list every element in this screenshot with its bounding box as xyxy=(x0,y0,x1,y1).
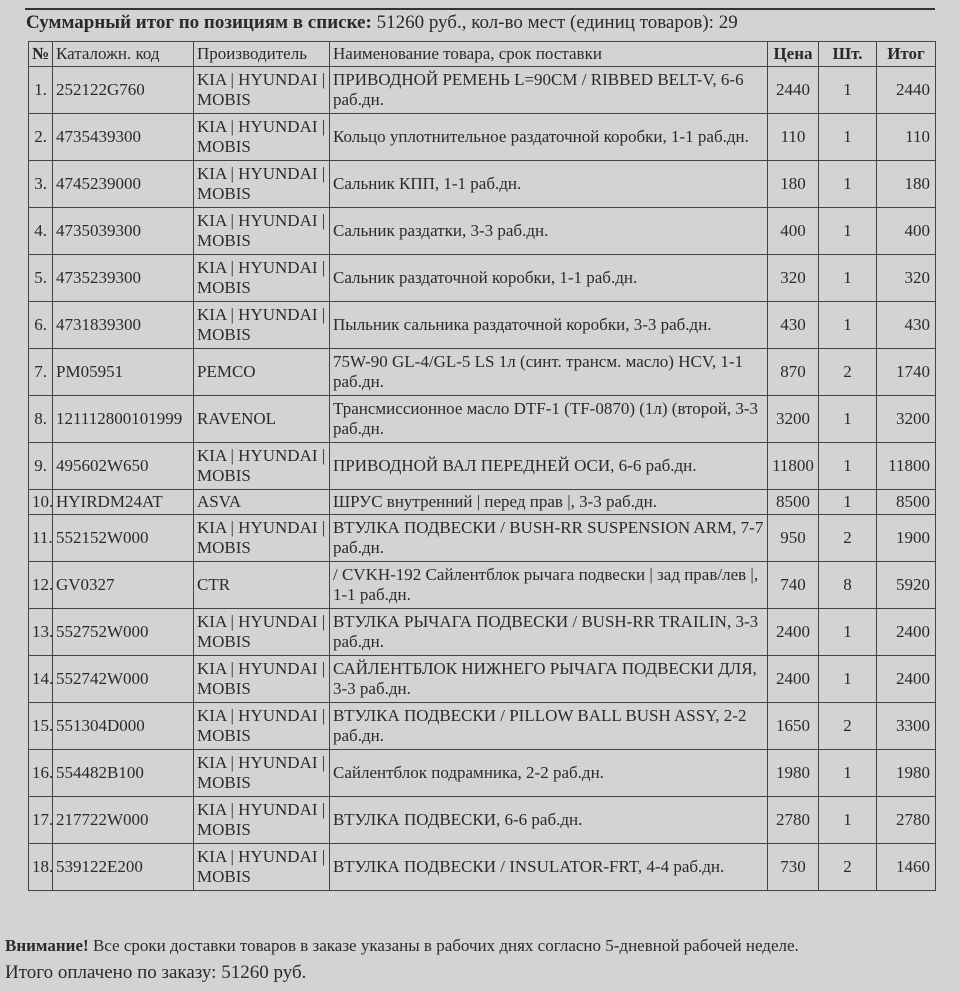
row-number: 3. xyxy=(29,161,53,208)
quantity: 1 xyxy=(819,609,877,656)
manufacturer: KIA | HYUNDAI | MOBIS xyxy=(194,67,330,114)
table-row xyxy=(29,396,936,443)
row-total: 2440 xyxy=(877,67,936,114)
quantity: 2 xyxy=(819,515,877,562)
item-name: Сайлентблок подрамника, 2-2 раб.дн. xyxy=(330,750,768,797)
row-total: 2780 xyxy=(877,797,936,844)
manufacturer: KIA | HYUNDAI | MOBIS xyxy=(194,208,330,255)
table-row xyxy=(29,844,936,891)
table-row xyxy=(29,255,936,302)
row-total: 11800 xyxy=(877,443,936,490)
price: 730 xyxy=(768,844,819,891)
row-number: 11. xyxy=(29,515,53,562)
row-number: 17. xyxy=(29,797,53,844)
row-number: 8. xyxy=(29,396,53,443)
quantity: 1 xyxy=(819,255,877,302)
row-total: 400 xyxy=(877,208,936,255)
row-number: 7. xyxy=(29,349,53,396)
row-number: 6. xyxy=(29,302,53,349)
catalog-code: 252122G760 xyxy=(53,67,194,114)
manufacturer: KIA | HYUNDAI | MOBIS xyxy=(194,844,330,891)
manufacturer: KIA | HYUNDAI | MOBIS xyxy=(194,443,330,490)
row-number: 13. xyxy=(29,609,53,656)
manufacturer: RAVENOL xyxy=(194,396,330,443)
table-row xyxy=(29,67,936,114)
row-number: 12. xyxy=(29,562,53,609)
row-number: 15. xyxy=(29,703,53,750)
manufacturer: ASVA xyxy=(194,490,330,515)
catalog-code: GV0327 xyxy=(53,562,194,609)
quantity: 2 xyxy=(819,349,877,396)
manufacturer: KIA | HYUNDAI | MOBIS xyxy=(194,255,330,302)
row-number: 10. xyxy=(29,490,53,515)
col-number: № xyxy=(29,42,53,67)
table-row xyxy=(29,490,936,515)
item-name: Трансмиссионное масло DTF-1 (TF-0870) (1л) (второй, 3-3 раб.дн. xyxy=(330,396,768,443)
col-price: Цена xyxy=(768,42,819,67)
row-total: 2400 xyxy=(877,656,936,703)
manufacturer: KIA | HYUNDAI | MOBIS xyxy=(194,656,330,703)
manufacturer: CTR xyxy=(194,562,330,609)
price: 950 xyxy=(768,515,819,562)
quantity: 1 xyxy=(819,797,877,844)
item-name: ВТУЛКА ПОДВЕСКИ, 6-6 раб.дн. xyxy=(330,797,768,844)
catalog-code: 495602W650 xyxy=(53,443,194,490)
price: 1650 xyxy=(768,703,819,750)
manufacturer: KIA | HYUNDAI | MOBIS xyxy=(194,114,330,161)
col-code: Каталожн. код xyxy=(53,42,194,67)
catalog-code: 539122E200 xyxy=(53,844,194,891)
table-row xyxy=(29,656,936,703)
catalog-code: 4731839300 xyxy=(53,302,194,349)
catalog-code: 554482B100 xyxy=(53,750,194,797)
table-row xyxy=(29,161,936,208)
item-name: ВТУЛКА ПОДВЕСКИ / PILLOW BALL BUSH ASSY, 2-2 раб.дн. xyxy=(330,703,768,750)
table-row xyxy=(29,703,936,750)
quantity: 1 xyxy=(819,67,877,114)
catalog-code: 4735039300 xyxy=(53,208,194,255)
manufacturer: KIA | HYUNDAI | MOBIS xyxy=(194,161,330,208)
row-number: 4. xyxy=(29,208,53,255)
item-name: ПРИВОДНОЙ РЕМЕНЬ L=90CM / RIBBED BELT-V, 6-6 раб.дн. xyxy=(330,67,768,114)
item-name: Пыльник сальника раздаточной коробки, 3-3 раб.дн. xyxy=(330,302,768,349)
row-total: 5920 xyxy=(877,562,936,609)
table-row xyxy=(29,562,936,609)
quantity: 1 xyxy=(819,443,877,490)
manufacturer: KIA | HYUNDAI | MOBIS xyxy=(194,302,330,349)
row-total: 1740 xyxy=(877,349,936,396)
table-row xyxy=(29,750,936,797)
price: 2440 xyxy=(768,67,819,114)
price: 3200 xyxy=(768,396,819,443)
note-label: Внимание! xyxy=(5,936,89,955)
catalog-code: 121112800101999 xyxy=(53,396,194,443)
item-name: Сальник КПП, 1-1 раб.дн. xyxy=(330,161,768,208)
price: 430 xyxy=(768,302,819,349)
row-total: 8500 xyxy=(877,490,936,515)
top-divider xyxy=(25,8,935,10)
row-number: 9. xyxy=(29,443,53,490)
item-name: Сальник раздатки, 3-3 раб.дн. xyxy=(330,208,768,255)
total-paid: Итого оплачено по заказу: 51260 руб. xyxy=(5,962,307,983)
price: 320 xyxy=(768,255,819,302)
price: 870 xyxy=(768,349,819,396)
price: 740 xyxy=(768,562,819,609)
price: 11800 xyxy=(768,443,819,490)
row-total: 110 xyxy=(877,114,936,161)
col-name: Наименование товара, срок поставки xyxy=(330,42,768,67)
quantity: 1 xyxy=(819,656,877,703)
price: 2400 xyxy=(768,656,819,703)
delivery-note xyxy=(5,936,799,956)
table-row xyxy=(29,302,936,349)
col-total: Итог xyxy=(877,42,936,67)
summary-label: Суммарный итог по позициям в списке: xyxy=(26,12,372,33)
row-total: 2400 xyxy=(877,609,936,656)
table-row xyxy=(29,349,936,396)
quantity: 1 xyxy=(819,490,877,515)
item-name: ПРИВОДНОЙ ВАЛ ПЕРЕДНЕЙ ОСИ, 6-6 раб.дн. xyxy=(330,443,768,490)
price: 110 xyxy=(768,114,819,161)
row-total: 1980 xyxy=(877,750,936,797)
item-name: / CVKH-192 Сайлентблок рычага подвески | зад прав/лев |, 1-1 раб.дн. xyxy=(330,562,768,609)
manufacturer: PEMCO xyxy=(194,349,330,396)
item-name: ШРУС внутренний | перед прав |, 3-3 раб.дн. xyxy=(330,490,768,515)
table-row xyxy=(29,797,936,844)
row-number: 1. xyxy=(29,67,53,114)
manufacturer: KIA | HYUNDAI | MOBIS xyxy=(194,515,330,562)
item-name: Сальник раздаточной коробки, 1-1 раб.дн. xyxy=(330,255,768,302)
quantity: 2 xyxy=(819,703,877,750)
price: 8500 xyxy=(768,490,819,515)
row-number: 14. xyxy=(29,656,53,703)
row-total: 320 xyxy=(877,255,936,302)
row-number: 2. xyxy=(29,114,53,161)
col-manufacturer: Производитель xyxy=(194,42,330,67)
row-total: 3200 xyxy=(877,396,936,443)
catalog-code: 4735439300 xyxy=(53,114,194,161)
manufacturer: KIA | HYUNDAI | MOBIS xyxy=(194,750,330,797)
manufacturer: KIA | HYUNDAI | MOBIS xyxy=(194,609,330,656)
manufacturer: KIA | HYUNDAI | MOBIS xyxy=(194,797,330,844)
catalog-code: 552152W000 xyxy=(53,515,194,562)
quantity: 1 xyxy=(819,208,877,255)
row-total: 3300 xyxy=(877,703,936,750)
quantity: 1 xyxy=(819,396,877,443)
quantity: 1 xyxy=(819,161,877,208)
row-total: 180 xyxy=(877,161,936,208)
row-total: 1900 xyxy=(877,515,936,562)
table-row xyxy=(29,114,936,161)
item-name: ВТУЛКА РЫЧАГА ПОДВЕСКИ / BUSH-RR TRAILIN, 3-3 раб.дн. xyxy=(330,609,768,656)
item-name: ВТУЛКА ПОДВЕСКИ / INSULATOR-FRT, 4-4 раб.дн. xyxy=(330,844,768,891)
catalog-code: 551304D000 xyxy=(53,703,194,750)
catalog-code: HYIRDM24AT xyxy=(53,490,194,515)
catalog-code: 552742W000 xyxy=(53,656,194,703)
table-row xyxy=(29,208,936,255)
price: 2400 xyxy=(768,609,819,656)
item-name: Кольцо уплотнительное раздаточной коробки, 1-1 раб.дн. xyxy=(330,114,768,161)
note-text: Все сроки доставки товаров в заказе указаны в рабочих днях согласно 5-дневной рабочей неделе. xyxy=(88,936,799,955)
quantity: 8 xyxy=(819,562,877,609)
price: 400 xyxy=(768,208,819,255)
col-qty: Шт. xyxy=(819,42,877,67)
catalog-code: 4745239000 xyxy=(53,161,194,208)
catalog-code: 217722W000 xyxy=(53,797,194,844)
order-summary xyxy=(26,12,738,34)
manufacturer: KIA | HYUNDAI | MOBIS xyxy=(194,703,330,750)
table-header xyxy=(29,42,936,67)
price: 1980 xyxy=(768,750,819,797)
quantity: 2 xyxy=(819,844,877,891)
quantity: 1 xyxy=(819,750,877,797)
row-number: 5. xyxy=(29,255,53,302)
item-name: САЙЛЕНТБЛОК НИЖНЕГО РЫЧАГА ПОДВЕСКИ ДЛЯ, 3-3 раб.дн. xyxy=(330,656,768,703)
table-row xyxy=(29,443,936,490)
quantity: 1 xyxy=(819,114,877,161)
row-total: 430 xyxy=(877,302,936,349)
order-items-table xyxy=(28,41,936,891)
quantity: 1 xyxy=(819,302,877,349)
catalog-code: PM05951 xyxy=(53,349,194,396)
summary-value: 51260 руб., кол-во мест (единиц товаров): 29 xyxy=(376,12,738,33)
row-number: 16. xyxy=(29,750,53,797)
catalog-code: 552752W000 xyxy=(53,609,194,656)
row-total: 1460 xyxy=(877,844,936,891)
table-row xyxy=(29,609,936,656)
item-name: ВТУЛКА ПОДВЕСКИ / BUSH-RR SUSPENSION ARM, 7-7 раб.дн. xyxy=(330,515,768,562)
row-number: 18. xyxy=(29,844,53,891)
price: 180 xyxy=(768,161,819,208)
item-name: 75W-90 GL-4/GL-5 LS 1л (синт. трансм. масло) HCV, 1-1 раб.дн. xyxy=(330,349,768,396)
price: 2780 xyxy=(768,797,819,844)
table-row xyxy=(29,515,936,562)
catalog-code: 4735239300 xyxy=(53,255,194,302)
